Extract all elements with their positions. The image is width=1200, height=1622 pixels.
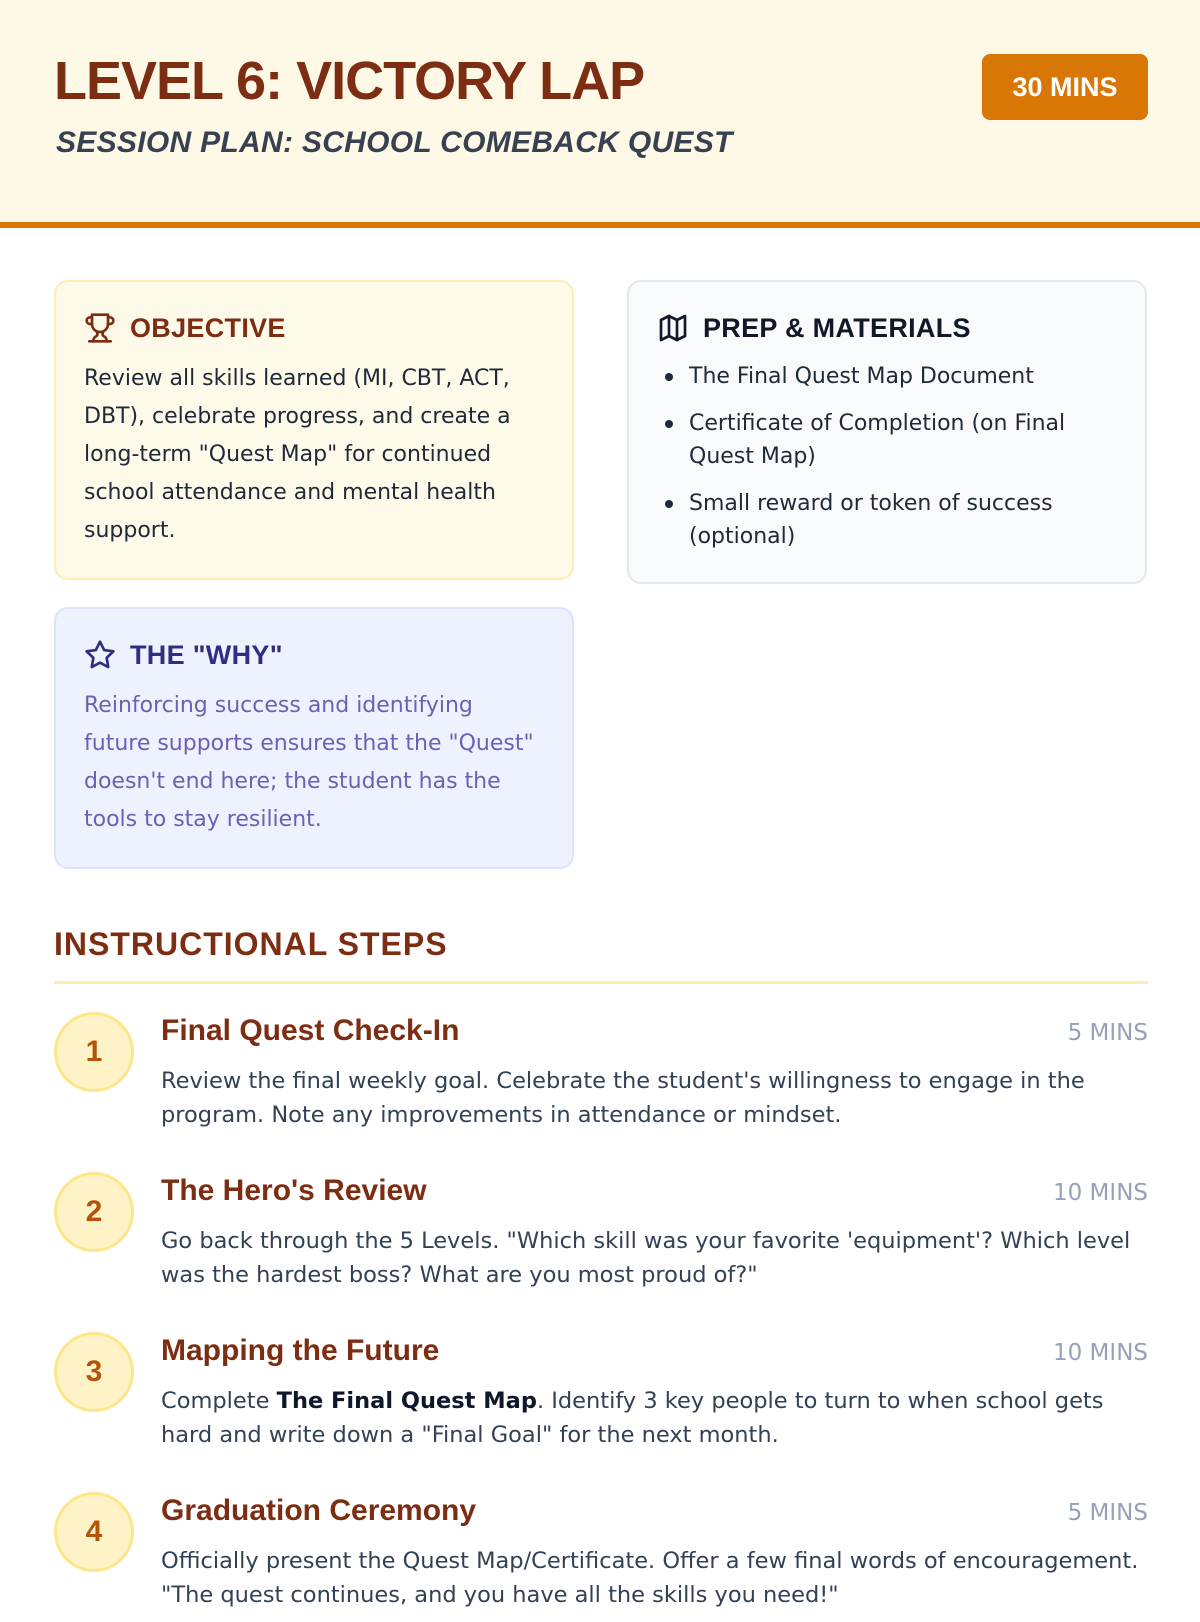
step-text-part: Complete bbox=[161, 1388, 277, 1414]
objective-text: Review all skills learned (MI, CBT, ACT, DBT), celebrate progress, and create a long-term "Quest Map" for continued school attendance and mental health support. bbox=[84, 366, 511, 543]
prep-item bbox=[657, 487, 1117, 553]
map-icon bbox=[657, 312, 689, 344]
step-item bbox=[54, 1172, 1148, 1302]
prep-card bbox=[627, 280, 1147, 584]
step-duration: 5 MINS bbox=[1067, 1500, 1148, 1526]
prep-item bbox=[657, 360, 1117, 393]
page-title: LEVEL 6: VICTORY LAP bbox=[54, 51, 645, 111]
trophy-icon bbox=[84, 312, 116, 344]
step-description: Review the final weekly goal. Celebrate the student's willingness to engage in the program. Note any improvements in attendance or mindset. bbox=[161, 1068, 1085, 1128]
page-header bbox=[0, 0, 1200, 228]
prep-header bbox=[657, 310, 1117, 346]
step-item bbox=[54, 1012, 1148, 1142]
prep-item-text: The Final Quest Map Document bbox=[689, 364, 1034, 389]
step-number: 4 bbox=[54, 1492, 134, 1572]
bullet-icon bbox=[665, 420, 673, 428]
prep-list bbox=[657, 360, 1117, 553]
duration-badge: 30 MINS bbox=[982, 54, 1148, 120]
prep-item-text: Small reward or token of success (optional) bbox=[689, 491, 1053, 549]
step-title: Final Quest Check-In bbox=[161, 1014, 460, 1047]
prep-item bbox=[657, 407, 1117, 473]
objective-header bbox=[84, 310, 544, 346]
step-number: 1 bbox=[54, 1012, 134, 1092]
bullet-icon bbox=[665, 500, 673, 508]
step-duration: 10 MINS bbox=[1052, 1340, 1148, 1366]
step-description bbox=[161, 1384, 1148, 1452]
step-text-emphasis: The Final Quest Map bbox=[276, 1388, 537, 1414]
step-item bbox=[54, 1492, 1148, 1622]
prep-title: PREP & MATERIALS bbox=[703, 312, 971, 343]
step-number: 3 bbox=[54, 1332, 134, 1412]
why-card bbox=[54, 607, 574, 869]
step-duration: 5 MINS bbox=[1067, 1020, 1148, 1046]
objective-card bbox=[54, 280, 574, 580]
step-duration: 10 MINS bbox=[1052, 1180, 1148, 1206]
star-icon bbox=[84, 639, 116, 671]
page-subtitle: SESSION PLAN: SCHOOL COMEBACK QUEST bbox=[56, 126, 733, 159]
step-item bbox=[54, 1332, 1148, 1462]
objective-title: OBJECTIVE bbox=[130, 312, 286, 343]
step-title: The Hero's Review bbox=[161, 1174, 427, 1207]
step-title: Graduation Ceremony bbox=[161, 1494, 477, 1527]
why-text: Reinforcing success and identifying future supports ensures that the "Quest" doesn't end here; the student has the tools to stay resilient. bbox=[84, 693, 534, 832]
bullet-icon bbox=[665, 373, 673, 381]
why-title: THE "WHY" bbox=[130, 639, 283, 670]
step-description: Officially present the Quest Map/Certificate. Offer a few final words of encouragement. "The quest continues, and you have all the skills you need!" bbox=[161, 1548, 1139, 1608]
prep-item-text: Certificate of Completion (on Final Quest Map) bbox=[689, 411, 1066, 469]
step-description: Go back through the 5 Levels. "Which skill was your favorite 'equipment'? Which level was the hardest boss? What are you most proud of?" bbox=[161, 1228, 1131, 1288]
step-title: Mapping the Future bbox=[161, 1334, 440, 1367]
step-text-part: . Identify 3 key people to turn to when school gets hard and write down a "Final Goal" for the next month. bbox=[161, 1388, 1104, 1448]
step-number: 2 bbox=[54, 1172, 134, 1252]
steps-divider bbox=[54, 981, 1148, 984]
steps-heading: INSTRUCTIONAL STEPS bbox=[54, 926, 448, 962]
why-header bbox=[84, 637, 544, 673]
